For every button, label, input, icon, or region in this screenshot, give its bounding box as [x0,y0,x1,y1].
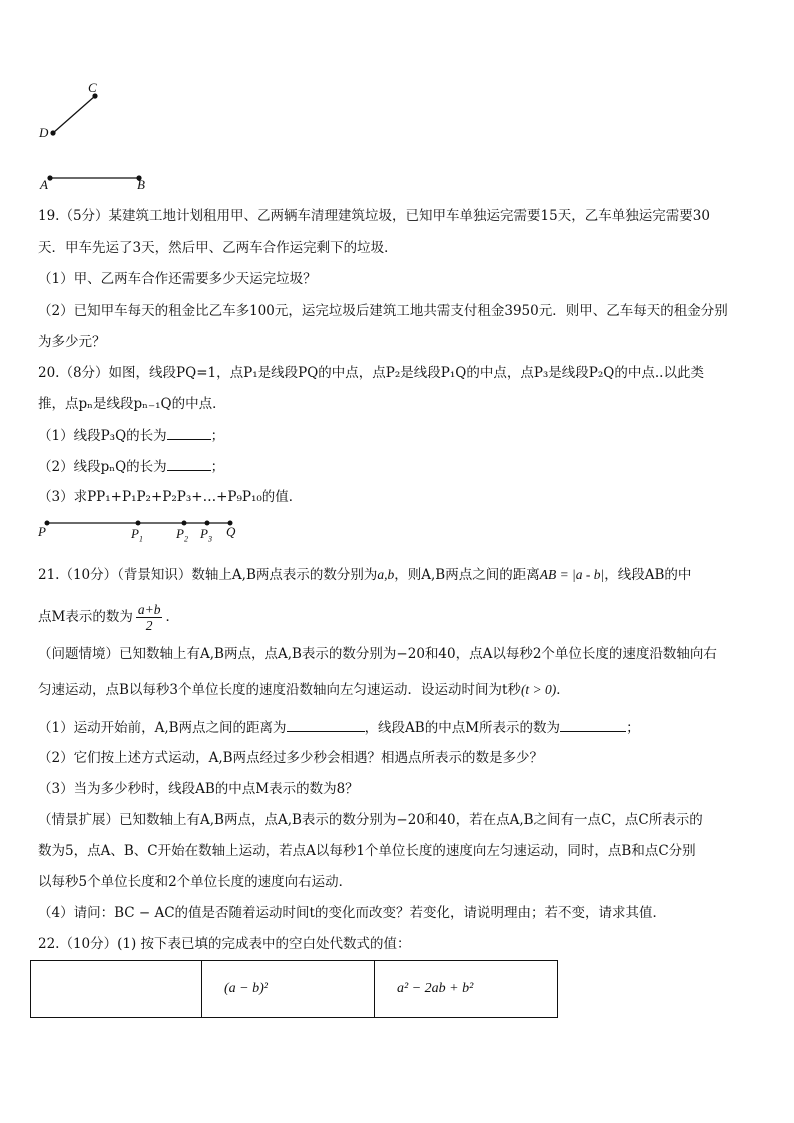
point-d [50,130,55,135]
q21-s1a: （1）运动开始前，A,B两点之间的距离为 [38,720,287,736]
q21-s1c: ； [626,720,640,736]
q20-sub1 [38,427,224,444]
q20-sub2-text: （2）线段pₙQ的长为 [38,459,167,475]
label-c: C [88,80,97,95]
label-q: Q [226,524,236,539]
q21-s1b: ，线段AB的中点M所表示的数为 [364,720,561,736]
q22-stem: 22.（10分）(1) 按下表已填的完成表中的空白处代数式的值： [38,936,411,952]
q21-sub1-blank1[interactable] [287,719,365,732]
q19-sub2-line2: 为多少元？ [38,334,106,350]
q20-sub2-blank[interactable] [167,458,211,471]
label-a: A [40,177,48,192]
table-row [31,961,558,1018]
q21-l4a: 匀速运动，点B以每秒3个单位长度的速度沿数轴向左匀速运动．设运动时间为t秒 [38,682,521,698]
q21-ab-vars: a,b [377,567,395,582]
q21-l1e: ，线段AB的中 [604,567,692,583]
midpoint-fraction: $\frac{a+b}{2}$ [137,602,161,633]
table-cell-expr1: (a − b)² [202,961,375,1018]
point-p1 [136,521,141,526]
q21-sub1 [38,719,640,736]
q21-distance-formula: AB = |a - b| [539,567,605,582]
q21-sub2: （2）它们按上述方式运动，A,B两点经过多少秒会相遇？相遇点所表示的数是多少？ [38,750,544,766]
label-d: D [39,125,49,140]
q20-sub2-semicolon: ； [210,459,225,475]
q21-extension-line2: 数为5，点A、B、C开始在数轴上运动，若点A以每秒1个单位长度的速度向左匀速运动，同时，点B和点C分别 [38,843,696,859]
q20-sub3: （3）求PP₁+P₁P₂+P₂P₃+…+P₉P₁₀的值． [38,489,303,505]
q19-sub1: （1）甲、乙两车合作还需要多少天运完垃圾？ [38,271,317,287]
label-p1: $P_1$ [131,526,143,544]
q20-stem-line1: 20.（8分）如图，线段PQ=1，点P₁是线段PQ的中点，点P₂是线段P₁Q的中点，点P₃是线段P₂Q的中点..以此类 [38,365,704,381]
q21-l1c: ，则A,B两点之间的距离 [394,567,540,583]
q21-l2b: ． [165,609,179,625]
label-b: B [137,177,145,192]
q19-sub2-line1: （2）已知甲车每天的租金比乙车多100元，运完垃圾后建筑工地共需支付租金3950元．则甲、乙车每天的租金分别 [38,303,728,319]
q21-sub3: （3）当为多少秒时，线段AB的中点M表示的数为8？ [38,781,359,797]
label-p2: $P_2$ [176,526,188,544]
q21-extension-line3: 以每秒5个单位长度和2个单位长度的速度向右运动． [38,874,353,890]
q20-stem-line2: 推，点pₙ是线段pₙ₋₁Q的中点． [38,396,226,412]
q20-sub2 [38,458,224,475]
q21-sub1-blank2[interactable] [560,719,626,732]
segment-dc [53,96,95,133]
q21-extension-line1: （情景扩展）已知数轴上有A,B两点，点A,B表示的数分别为−20和40，若在点A,B之间有一点C，点C所表示的 [38,812,703,828]
label-p: P [38,524,46,539]
q21-sub4: （4）请问：BC − AC的值是否随着运动时间t的变化而改变？若变化，请说明理由；若不变，请求其值． [38,905,666,921]
q21-l4c: ． [556,682,570,698]
table-cell-empty[interactable] [31,961,202,1018]
q21-t-condition: (t > 0) [520,682,557,697]
q21-context-line2 [38,682,570,698]
point-p3 [205,521,210,526]
q21-l1a: 21.（10分）（背景知识）数轴上A,B两点表示的数分别为 [38,567,378,583]
point-p2 [182,521,187,526]
table-cell-expr2: a² − 2ab + b² [375,961,558,1018]
q20-sub1-blank[interactable] [167,427,211,440]
q19-stem-line2: 天．甲车先运了3天，然后甲、乙两车合作运完剩下的垃圾． [38,240,398,256]
q21-stem-line1 [38,567,691,583]
label-p3: $P_3$ [200,526,212,544]
q20-sub1-semicolon: ； [210,428,225,444]
q21-stem-line2 [38,600,179,634]
q20-sub1-text: （1）线段P₃Q的长为 [38,428,167,444]
q22-table [30,960,558,1018]
q21-l2a: 点M表示的数为 [38,609,133,625]
q21-context-line1: （问题情境）已知数轴上有A,B两点，点A,B表示的数分别为−20和40，点A以每秒2个单位长度的速度沿数轴向右 [38,646,717,662]
point-a [47,175,52,180]
q19-stem-line1: 19.（5分）某建筑工地计划租用甲、乙两辆车清理建筑垃圾，已知甲车单独运完需要15天，乙车单独运完需要30 [38,208,710,224]
